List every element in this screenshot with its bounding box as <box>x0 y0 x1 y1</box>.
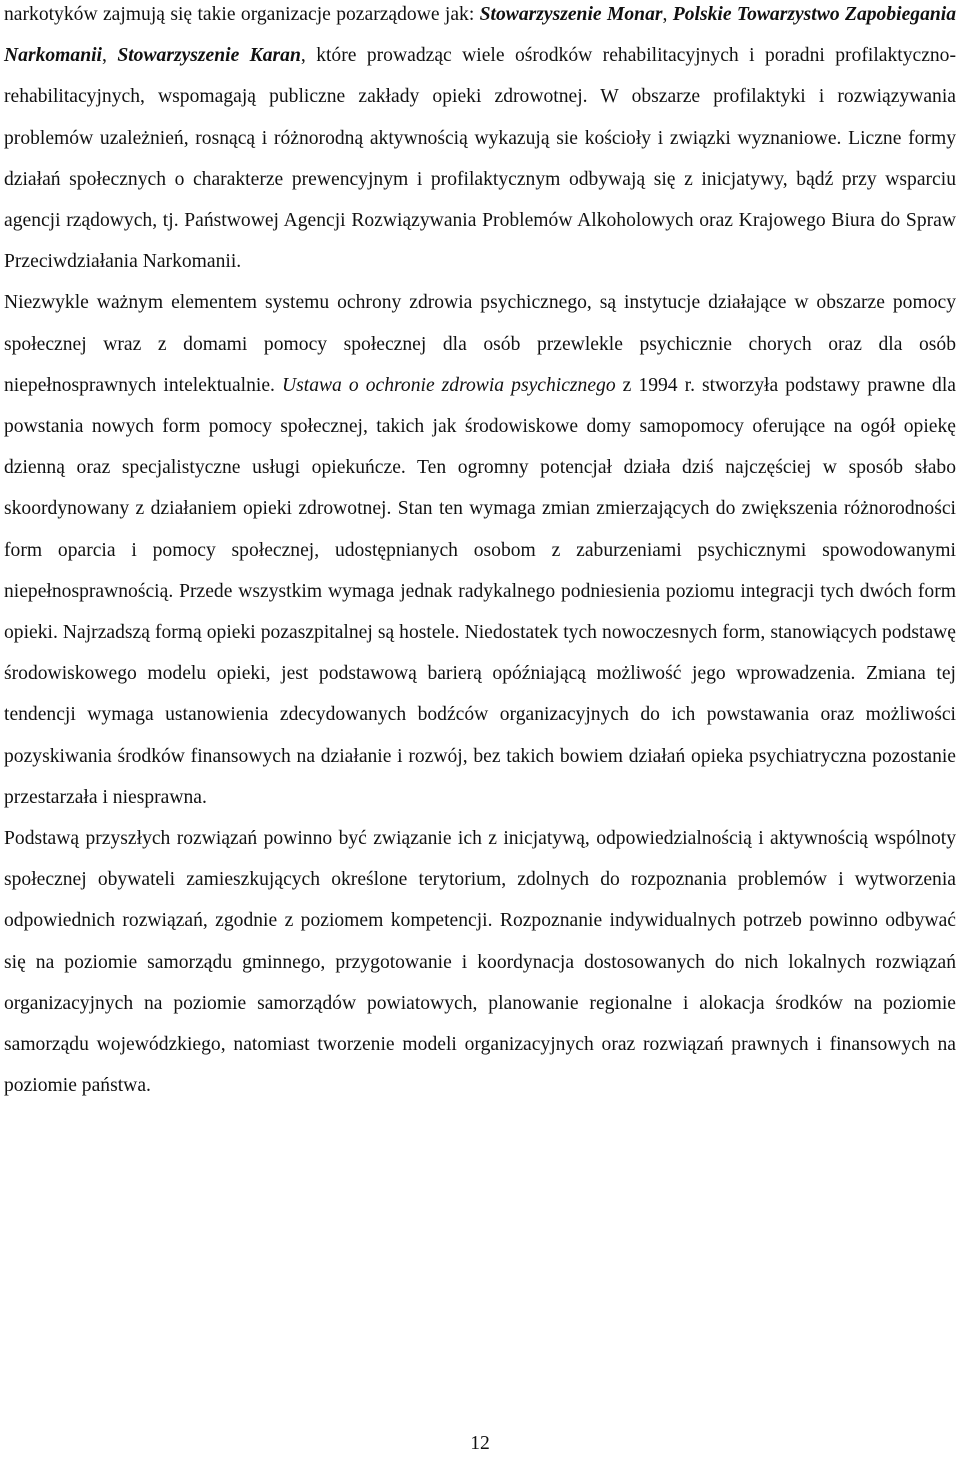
paragraph-2-text-start: Niezwykle ważnym elementem systemu ochrony zdrowia psychicznego, są instytucje działające w obszarze pomocy społecznej wraz z domami pomocy społecznej dla osób przewlekle psychicznie chorych oraz dla osób niepełnosprawnych intelektualnie. <box>4 292 956 396</box>
separator: , <box>662 4 673 25</box>
page-number: 12 <box>470 1433 490 1454</box>
paragraph-ngo-addiction <box>4 0 956 282</box>
org-name-ptzn: Polskie Towarzystwo Zapobiegania Narkomanii <box>4 4 957 67</box>
separator: , <box>102 45 118 67</box>
paragraph-future-solutions <box>4 818 956 1106</box>
org-name-monar: Stowarzyszenie Monar <box>479 4 663 25</box>
paragraph-2-text-end: z 1994 r. stworzyła podstawy prawne dla powstania nowych form pomocy społecznej, takich jak środowiskowe domy samopomocy oferujące na ogół opiekę dzienną oraz specjalistyczne usługi opiekuńcze. Ten ogromny potencjał działa dziś najczęściej w sposób słabo skoordynowany z działaniem opieki zdrowotnej. Stan ten wymaga zmian zmierzających do zwiększenia różnorodności form oparcia i pomocy społecznej, udostępnianych osobom z zaburzeniami psychicznymi spowodowanymi niepełnosprawnością. Przede wszystkim wymaga jednak radykalnego podniesienia poziomu integracji tych dwóch form opieki. Najrzadszą formą opieki pozaszpitalnej są hostele. Niedostatek tych nowoczesnych form, stanowiących podstawę środowiskowego modelu opieki, jest podstawową barierą opóźniającą możliwość jego wprowadzenia. Zmiana tej tendencji wymaga ustanowienia zdecydowanych bodźców organizacyjnych do ich powstawania oraz możliwości pozyskiwania środków finansowych na działanie i rozwój, bez takich bowiem działań opieka psychiatryczna pozostanie przestarzała i niesprawna. <box>4 374 956 808</box>
paragraph-3-text: Podstawą przyszłych rozwiązań powinno być związanie ich z inicjatywą, odpowiedzialnością i aktywnością wspólnoty społecznej obywateli zamieszkujących określone terytorium, zdolnych do rozpoznania problemów i wytworzenia odpowiednich rozwiązań, zgodnie z poziomem kompetencji. Rozpoznanie indywidualnych potrzeb powinno odbywać się na poziomie samorządu gminnego, przygotowanie i koordynacja dostosowanych do nich lokalnych rozwiązań organizacyjnych na poziomie samorządów powiatowych, planowanie regionalne i alokacja środków na poziomie samorządu wojewódzkiego, natomiast tworzenie modeli organizacyjnych oraz rozwiązań prawnych i finansowych na poziomie państwa. <box>4 828 956 1097</box>
paragraph-1-text-end: , które prowadząc wiele ośrodków rehabilitacyjnych i poradni profilaktyczno-rehabilitacyjnych, wspomagają publiczne zakłady opieki zdrowotnej. W obszarze profilaktyki i rozwiązywania problemów uzależnień, rosnącą i różnorodną aktywnością wykazują sie kościoły i związki wyznaniowe. Liczne formy działań społecznych o charakterze prewencyjnym i profilaktycznym odbywają się z inicjatywy, bądź przy wsparciu agencji rządowych, tj. Państwowej Agencji Rozwiązywania Problemów Alkoholowych oraz Krajowego Biura do Spraw Przeciwdziałania Narkomanii. <box>4 45 957 273</box>
document-page <box>4 0 956 1106</box>
paragraph-1-text-start: narkotyków zajmują się takie organizacje pozarządowe jak: <box>4 4 480 25</box>
law-title: Ustawa o ochronie zdrowia psychicznego <box>281 374 616 396</box>
org-name-karan: Stowarzyszenie Karan <box>117 45 301 67</box>
paragraph-social-welfare <box>4 282 956 818</box>
